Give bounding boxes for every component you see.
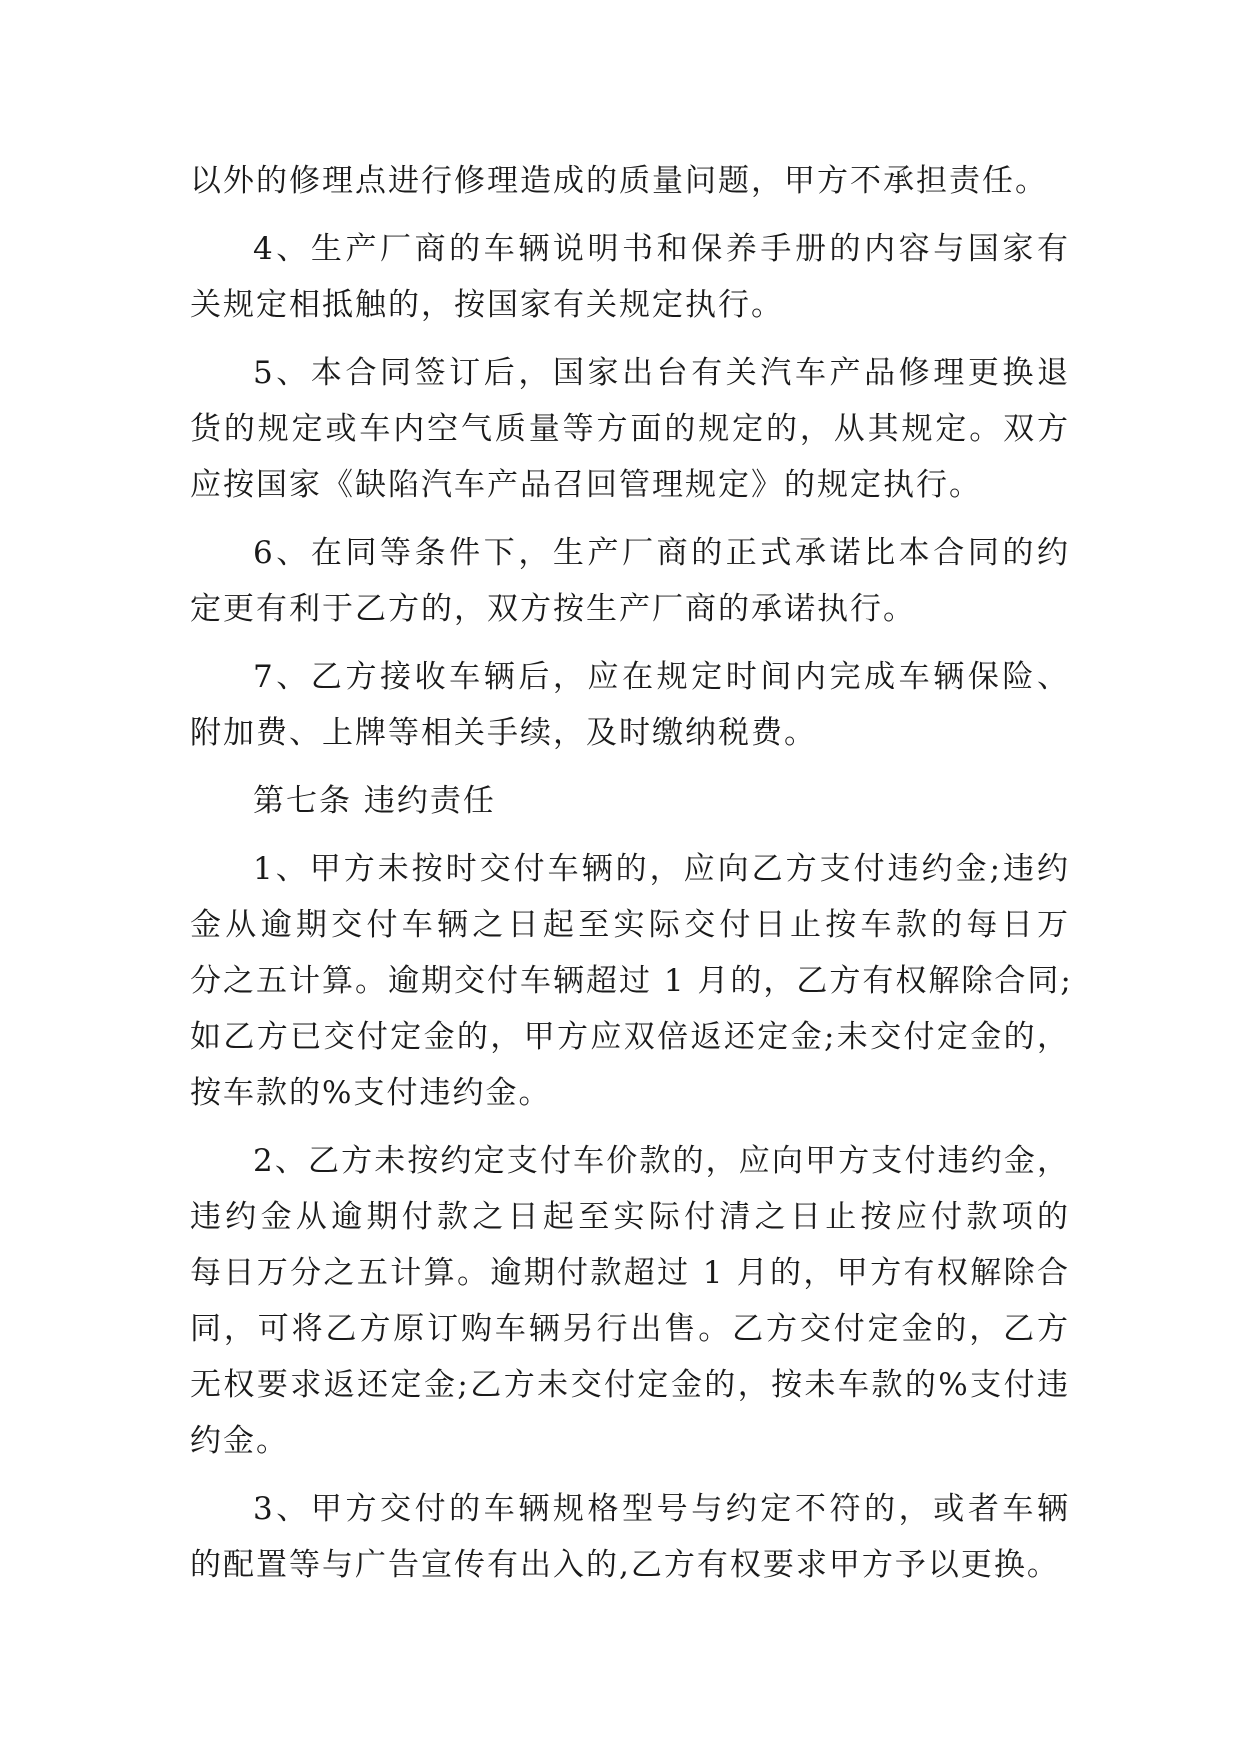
text-line: 违约金从逾期付款之日起至实际付清之日止按应付款项的: [190, 1199, 1070, 1235]
text-line: 每日万分之五计算。逾期付款超过 1 月的，甲方有权解除合: [190, 1255, 1070, 1291]
paragraph: [190, 525, 1070, 637]
paragraph-gap: [190, 761, 1070, 773]
paragraph-gap: [190, 333, 1070, 345]
text-line: 如乙方已交付定金的，甲方应双倍返还定金;未交付定金的，: [190, 1019, 1070, 1055]
text-line: 按车款的%支付违约金。: [190, 1075, 552, 1111]
paragraph: [190, 773, 1070, 829]
paragraph: [190, 153, 1070, 209]
text-line: 无权要求返还定金;乙方未交付定金的，按未车款的%支付违: [190, 1367, 1070, 1403]
paragraph: [190, 345, 1070, 513]
text-line: 的配置等与广告宣传有出入的,乙方有权要求甲方予以更换。: [190, 1547, 1060, 1583]
text-line: 1、甲方未按时交付车辆的，应向乙方支付违约金;违约: [253, 851, 1070, 887]
paragraph: [190, 841, 1073, 1121]
text-line: 应按国家《缺陷汽车产品召回管理规定》的规定执行。: [190, 467, 982, 503]
text-line: 6、在同等条件下，生产厂商的正式承诺比本合同的约: [253, 535, 1070, 571]
paragraph: [190, 1481, 1070, 1593]
text-line: 7、乙方接收车辆后，应在规定时间内完成车辆保险、: [253, 659, 1070, 695]
paragraph-gap: [190, 513, 1070, 525]
text-line: 关规定相抵触的，按国家有关规定执行。: [190, 287, 784, 323]
text-line: 货的规定或车内空气质量等方面的规定的，从其规定。双方: [190, 411, 1070, 447]
text-line: 同，可将乙方原订购车辆另行出售。乙方交付定金的，乙方: [190, 1311, 1070, 1347]
text-line: 金从逾期交付车辆之日起至实际交付日止按车款的每日万: [190, 907, 1070, 943]
text-line: 分之五计算。逾期交付车辆超过 1 月的，乙方有权解除合同;: [190, 963, 1073, 999]
text-line: 约金。: [190, 1423, 289, 1459]
paragraph-gap: [190, 1469, 1070, 1481]
paragraph: [190, 221, 1070, 333]
paragraph: [190, 1133, 1070, 1469]
text-line: 2、乙方未按约定支付车价款的，应向甲方支付违约金，: [253, 1143, 1070, 1179]
text-line: 3、甲方交付的车辆规格型号与约定不符的，或者车辆: [253, 1491, 1070, 1527]
paragraph-gap: [190, 637, 1070, 649]
text-line: 以外的修理点进行修理造成的质量问题，甲方不承担责任。: [190, 163, 1048, 199]
text-line: 4、生产厂商的车辆说明书和保养手册的内容与国家有: [253, 231, 1070, 267]
paragraph: [190, 649, 1070, 761]
text-line: 第七条 违约责任: [253, 783, 496, 819]
paragraph-gap: [190, 1121, 1070, 1133]
text-line: 附加费、上牌等相关手续，及时缴纳税费。: [190, 715, 817, 751]
paragraph-gap: [190, 209, 1070, 221]
text-line: 5、本合同签订后，国家出台有关汽车产品修理更换退: [253, 355, 1070, 391]
text-line: 定更有利于乙方的，双方按生产厂商的承诺执行。: [190, 591, 916, 627]
document-body: [190, 153, 1073, 1593]
paragraph-gap: [190, 829, 1070, 841]
